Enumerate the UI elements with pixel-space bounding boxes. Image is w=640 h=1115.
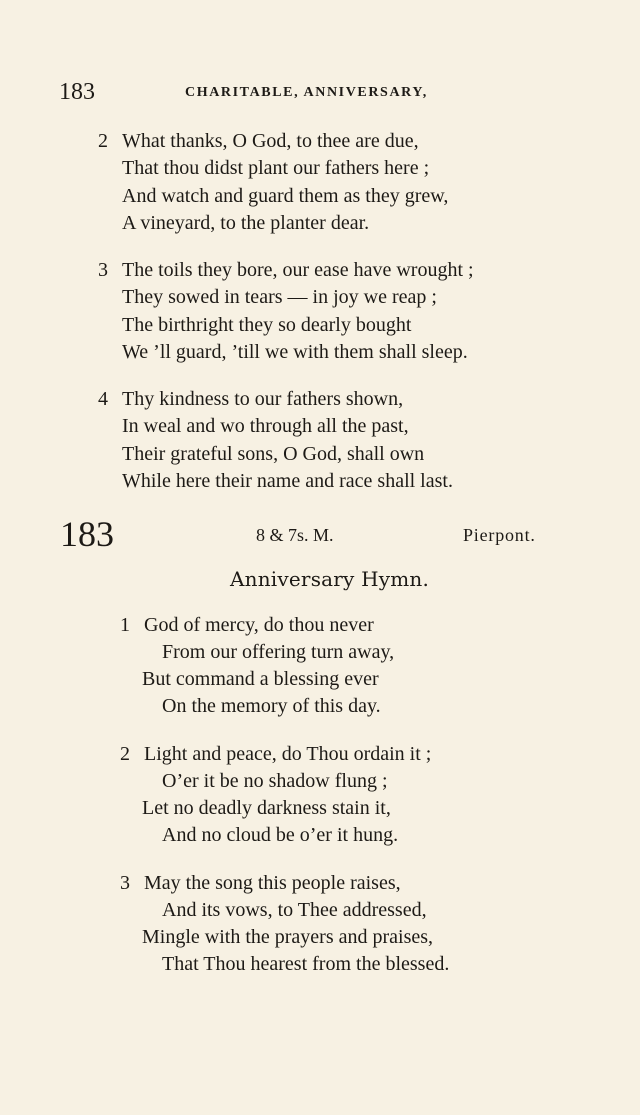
stanza-line: And watch and guard them as they grew, [122, 185, 449, 207]
running-title: CHARITABLE, ANNIVERSARY, [185, 85, 428, 100]
stanza-number: 3 [120, 872, 130, 894]
stanza-line: We ’ll guard, ’till we with them shall sleep. [122, 341, 468, 363]
stanza-line: The birthright they so dearly bought [122, 314, 412, 336]
stanza-line: And no cloud be o’er it hung. [162, 824, 399, 846]
stanza-number: 1 [120, 614, 130, 636]
stanza-line: While here their name and race shall last. [122, 470, 453, 492]
stanza-line: But command a blessing ever [142, 668, 379, 690]
stanza-line: A vineyard, to the planter dear. [122, 212, 370, 234]
stanza-line: May the song this people raises, [144, 872, 401, 894]
stanza-line: Thy kindness to our fathers shown, [122, 388, 404, 410]
stanza-line: God of mercy, do thou never [144, 614, 374, 636]
stanza-line: That thou didst plant our fathers here ; [122, 157, 430, 179]
stanza-line: Mingle with the prayers and praises, [142, 926, 434, 948]
stanza-line: Let no deadly darkness stain it, [142, 797, 391, 819]
stanza-number: 2 [120, 743, 130, 765]
stanza-line: And its vows, to Thee addressed, [162, 899, 427, 921]
stanza-number: 4 [98, 388, 108, 410]
stanza-number: 3 [98, 259, 108, 281]
stanza-line: O’er it be no shadow flung ; [162, 770, 388, 792]
stanza-line: That Thou hearest from the blessed. [162, 953, 450, 975]
hymn-author: Pierpont. [463, 525, 536, 545]
stanza-line: What thanks, O God, to thee are due, [122, 130, 419, 152]
page-number: 183 [59, 79, 95, 105]
hymn-title: Anniversary Hymn. [230, 567, 430, 591]
stanza-line: On the memory of this day. [162, 695, 381, 717]
stanza-line: Light and peace, do Thou ordain it ; [144, 743, 432, 765]
stanza-line: The toils they bore, our ease have wrought ; [122, 259, 474, 281]
stanza-line: Their grateful sons, O God, shall own [122, 443, 425, 465]
stanza-line: From our offering turn away, [162, 641, 395, 663]
stanza-line: In weal and wo through all the past, [122, 415, 409, 437]
hymn-number: 183 [60, 514, 114, 554]
stanza-number: 2 [98, 130, 108, 152]
hymn-meter: 8 & 7s. M. [256, 525, 334, 545]
stanza-line: They sowed in tears — in joy we reap ; [122, 286, 437, 308]
